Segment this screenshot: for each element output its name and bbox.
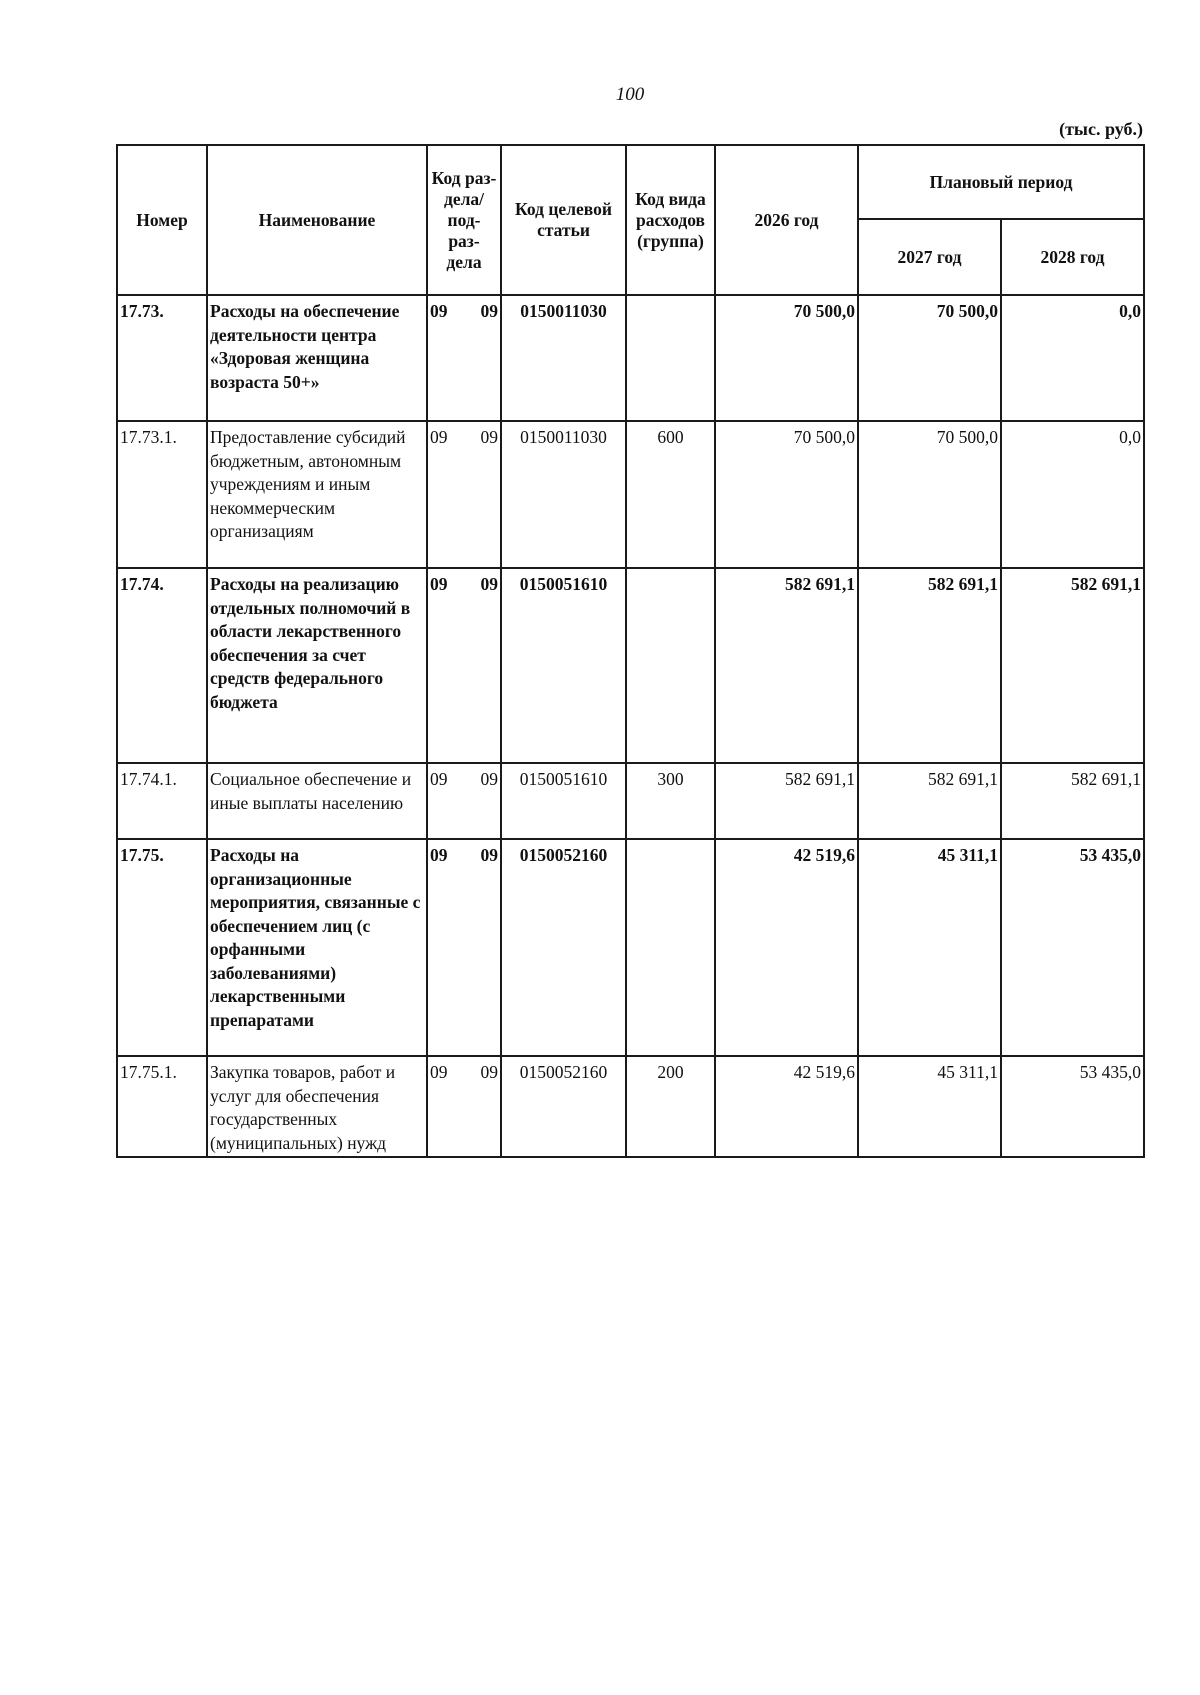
row-section: 09 <box>430 845 448 865</box>
row-section: 09 <box>430 301 448 321</box>
row-target-code: 0150051610 <box>501 568 626 763</box>
row-name: Расходы на реализацию отдельных полномочий в области лекарственного обеспечения за счет средств федерального бюджета <box>207 568 427 763</box>
row-subsection: 09 <box>480 574 498 594</box>
row-amount-2026: 582 691,1 <box>715 763 858 839</box>
row-subsection: 09 <box>480 769 498 789</box>
row-amount-2027: 582 691,1 <box>858 568 1001 763</box>
row-amount-2027: 45 311,1 <box>858 839 1001 1056</box>
row-target-code: 0150051610 <box>501 763 626 839</box>
table-row <box>117 568 1144 763</box>
budget-table <box>116 144 1145 1158</box>
row-amount-2026: 70 500,0 <box>715 295 858 421</box>
table-row <box>117 1056 1144 1157</box>
row-amount-2028: 582 691,1 <box>1001 568 1144 763</box>
row-expense-kind <box>626 839 715 1056</box>
row-amount-2028: 53 435,0 <box>1001 839 1144 1056</box>
table-row <box>117 295 1144 421</box>
row-amount-2028: 0,0 <box>1001 295 1144 421</box>
row-amount-2026: 42 519,6 <box>715 1056 858 1157</box>
row-number: 17.74. <box>117 568 207 763</box>
row-number: 17.75.1. <box>117 1056 207 1157</box>
header-year-2027: 2027 год <box>858 219 1001 295</box>
header-section-code: Код раз- дела/ под- раз- дела <box>427 145 501 295</box>
row-number: 17.73. <box>117 295 207 421</box>
row-name: Социальное обеспечение и иные выплаты населению <box>207 763 427 839</box>
header-number: Номер <box>117 145 207 295</box>
row-name: Расходы на обеспечение деятельности центра «Здоровая женщина возраста 50+» <box>207 295 427 421</box>
row-amount-2027: 70 500,0 <box>858 295 1001 421</box>
row-target-code: 0150052160 <box>501 839 626 1056</box>
row-name: Расходы на организационные мероприятия, связанные с обеспечением лиц (с орфанными заболеваниями) лекарственными препаратами <box>207 839 427 1056</box>
row-amount-2026: 42 519,6 <box>715 839 858 1056</box>
row-subsection: 09 <box>480 301 498 321</box>
table-header <box>117 145 1144 295</box>
row-amount-2026: 70 500,0 <box>715 421 858 568</box>
row-section: 09 <box>430 1062 448 1082</box>
row-expense-kind: 600 <box>626 421 715 568</box>
row-expense-kind: 300 <box>626 763 715 839</box>
table-row <box>117 421 1144 568</box>
row-amount-2028: 0,0 <box>1001 421 1144 568</box>
row-section-code <box>427 568 501 763</box>
header-planned-period: Плановый период <box>858 145 1144 219</box>
row-section: 09 <box>430 769 448 789</box>
units-label: (тыс. руб.) <box>1059 119 1143 139</box>
row-section-code <box>427 295 501 421</box>
row-subsection: 09 <box>480 845 498 865</box>
row-section-code <box>427 839 501 1056</box>
row-amount-2028: 53 435,0 <box>1001 1056 1144 1157</box>
row-subsection: 09 <box>480 427 498 447</box>
row-amount-2027: 45 311,1 <box>858 1056 1001 1157</box>
table-row <box>117 763 1144 839</box>
row-section-code <box>427 421 501 568</box>
row-name: Закупка товаров, работ и услуг для обеспечения государственных (муниципальных) нужд <box>207 1056 427 1157</box>
row-subsection: 09 <box>480 1062 498 1082</box>
row-section-code <box>427 1056 501 1157</box>
row-number: 17.74.1. <box>117 763 207 839</box>
header-year-2028: 2028 год <box>1001 219 1144 295</box>
row-name: Предоставление субсидий бюджетным, автономным учреждениям и иным некоммерческим организациям <box>207 421 427 568</box>
header-target-code: Код целевой статьи <box>501 145 626 295</box>
row-amount-2027: 70 500,0 <box>858 421 1001 568</box>
row-section: 09 <box>430 574 448 594</box>
table-row <box>117 839 1144 1056</box>
row-number: 17.73.1. <box>117 421 207 568</box>
row-amount-2027: 582 691,1 <box>858 763 1001 839</box>
row-expense-kind <box>626 568 715 763</box>
row-amount-2028: 582 691,1 <box>1001 763 1144 839</box>
row-number: 17.75. <box>117 839 207 1056</box>
row-target-code: 0150011030 <box>501 295 626 421</box>
row-section-code <box>427 763 501 839</box>
row-expense-kind <box>626 295 715 421</box>
header-name: Наименование <box>207 145 427 295</box>
page-number: 100 <box>615 84 645 105</box>
table-body <box>117 295 1144 1157</box>
header-year-2026: 2026 год <box>715 145 858 295</box>
row-expense-kind: 200 <box>626 1056 715 1157</box>
row-section: 09 <box>430 427 448 447</box>
row-amount-2026: 582 691,1 <box>715 568 858 763</box>
row-target-code: 0150011030 <box>501 421 626 568</box>
header-expense-kind: Код вида расходов (группа) <box>626 145 715 295</box>
row-target-code: 0150052160 <box>501 1056 626 1157</box>
